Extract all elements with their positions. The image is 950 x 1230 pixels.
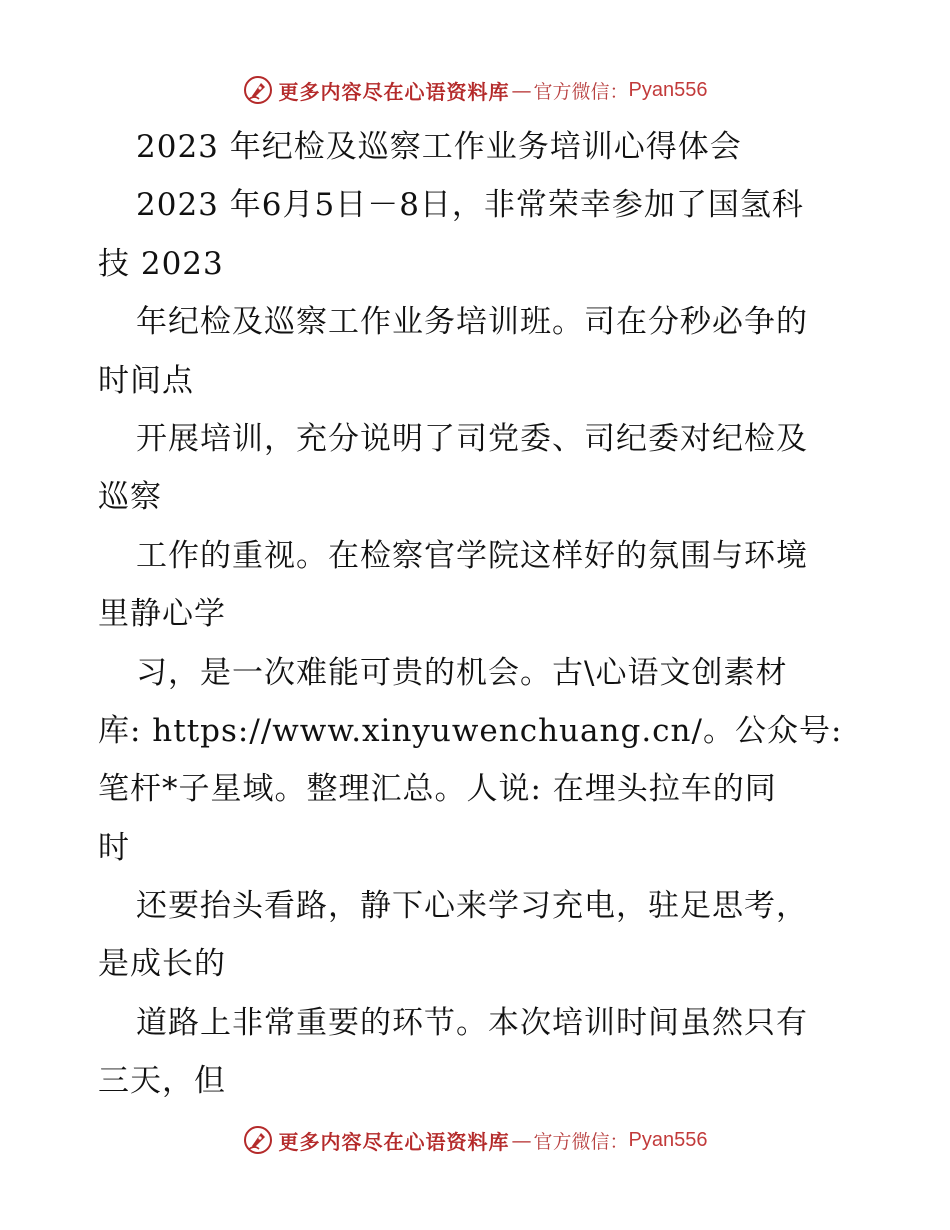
text-line: 工作的重视。在检察官学院这样好的氛围与环境 — [136, 537, 808, 574]
banner-wechat-id: Pyan556 — [628, 1128, 708, 1151]
text-line: 道路上非常重要的环节。本次培训时间虽然只有 — [136, 1004, 808, 1041]
text-line: 库: https://www.xinyuwenchuang.cn/。公众号: — [98, 712, 843, 749]
banner-dash: — — [511, 78, 532, 102]
text-line: 年纪检及巡察工作业务培训班。司在分秒必争的 — [136, 304, 808, 341]
banner-dash: — — [511, 1128, 532, 1152]
banner-site-name: 更多内容尽在心语资料库 — [278, 79, 510, 104]
pen-nib-icon — [243, 1125, 273, 1155]
text-line: 三天，但 — [98, 1063, 226, 1100]
text-line: 还要抬头看路，静下心来学习充电，驻足思考， — [136, 888, 808, 925]
document-title: 2023 年纪检及巡察工作业务培训心得体会 — [136, 129, 742, 165]
text-line: 时间点 — [98, 362, 194, 399]
text-line: 技 2023 — [98, 245, 224, 282]
document-body — [98, 118, 858, 1111]
text-line: 2023 年6月5日－8日，非常荣幸参加了国氢科 — [136, 187, 804, 224]
text-line: 里静心学 — [98, 596, 226, 633]
banner-wechat-label: 官方微信： — [533, 1130, 629, 1153]
pen-nib-icon — [243, 75, 273, 105]
text-line: 开展培训，充分说明了司党委、司纪委对纪检及 — [136, 420, 808, 457]
banner-site-name: 更多内容尽在心语资料库 — [278, 1129, 510, 1154]
banner-wechat-id: Pyan556 — [628, 78, 708, 101]
text-line: 时 — [98, 829, 130, 866]
banner-wechat-label: 官方微信： — [533, 80, 629, 103]
text-line: 是成长的 — [98, 946, 226, 983]
footer-banner — [0, 1120, 950, 1160]
header-banner — [0, 70, 950, 110]
text-line: 笔杆*子星域。整理汇总。人说: 在埋头拉车的同 — [98, 771, 777, 808]
text-line: 习，是一次难能可贵的机会。古\心语文创素材 — [136, 654, 788, 691]
text-line: 巡察 — [98, 479, 162, 516]
